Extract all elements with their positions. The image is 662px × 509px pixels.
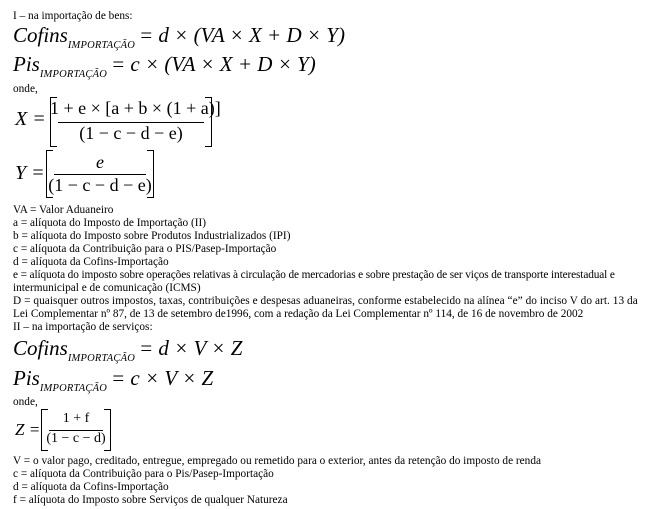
def-c-2: c = alíquota da Contribuição para o Pis/Pasep-Importação xyxy=(13,468,274,480)
z-fraction xyxy=(41,409,111,451)
def-f: f = alíquota do Imposto sobre Serviços de qualquer Natureza xyxy=(13,494,288,506)
x-fraction xyxy=(50,97,221,147)
pis-label-2: Pis xyxy=(13,366,40,390)
def-e-line1: e = alíquota do imposto sobre operações relativas à circulação de mercadorias e sobre prestação de ser viços de transporte interestadual e xyxy=(13,269,615,281)
pis-subscript: IMPORTAÇÃO xyxy=(39,69,107,80)
cofins-import-goods-formula xyxy=(13,23,345,51)
cofins-subscript-2: IMPORTAÇÃO xyxy=(67,353,135,364)
def-b: b = alíquota do Imposto sobre Produtos Industrializados (IPI) xyxy=(13,230,291,242)
x-lhs: X = xyxy=(15,108,46,130)
z-denominator: (1 − c − d) xyxy=(46,431,106,446)
cofins-rhs-2: = d × V × Z xyxy=(139,336,243,360)
def-d: d = alíquota da Cofins-Importação xyxy=(13,256,169,268)
cofins-label-2: Cofins xyxy=(13,336,68,360)
x-denominator: (1 − c − d − e) xyxy=(79,123,183,143)
z-lhs: Z = xyxy=(15,420,41,439)
cofins-subscript: IMPORTAÇÃO xyxy=(67,40,135,51)
def-e-line2: intermunicipal e de comunicação (ICMS) xyxy=(13,282,201,294)
def-v: V = o valor pago, creditado, entregue, empregado ou remetido para o exterior, antes da retenção do imposto de renda xyxy=(13,455,541,467)
cofins-label: Cofins xyxy=(13,23,68,47)
onde-label-1: onde, xyxy=(13,83,38,95)
def-D-line1: D = quaisquer outros impostos, taxas, contribuições e despesas aduaneiras, conforme estabelecido na alínea “e” do inciso V do art. 13 da xyxy=(13,295,638,307)
def-c: c = alíquota da Contribuição para o PIS/Pasep-Importação xyxy=(13,243,277,255)
y-numerator: e xyxy=(96,152,104,172)
onde-label-2: onde, xyxy=(13,396,38,408)
cofins-rhs: = d × (VA × X + D × Y) xyxy=(139,23,345,47)
pis-label: Pis xyxy=(13,52,40,76)
cofins-import-services-formula xyxy=(13,336,243,364)
def-D-line2: Lei Complementar nº 87, de 13 de setembro de1996, com a redação da Lei Complementar nº 114, de 16 de novembro de 2002 xyxy=(13,308,584,320)
pis-rhs: = c × (VA × X + D × Y) xyxy=(110,52,316,76)
y-fraction xyxy=(46,150,154,198)
y-lhs: Y = xyxy=(15,162,45,184)
section-1-heading: I – na importação de bens: xyxy=(13,10,133,22)
pis-import-goods-formula xyxy=(13,52,316,80)
y-denominator: (1 − c − d − e) xyxy=(48,175,152,195)
def-d-2: d = alíquota da Cofins-Importação xyxy=(13,481,169,493)
z-numerator: 1 + f xyxy=(62,411,90,426)
pis-subscript-2: IMPORTAÇÃO xyxy=(39,383,107,394)
section-2-heading: II – na importação de serviços: xyxy=(13,321,153,333)
x-numerator: 1 + e × [a + b × (1 + a)] xyxy=(50,98,221,118)
def-a: a = alíquota do Imposto de Importação (II) xyxy=(13,217,207,229)
pis-import-services-formula xyxy=(13,366,214,394)
pis-rhs-2: = c × V × Z xyxy=(110,366,214,390)
def-va: VA = Valor Aduaneiro xyxy=(13,204,114,216)
